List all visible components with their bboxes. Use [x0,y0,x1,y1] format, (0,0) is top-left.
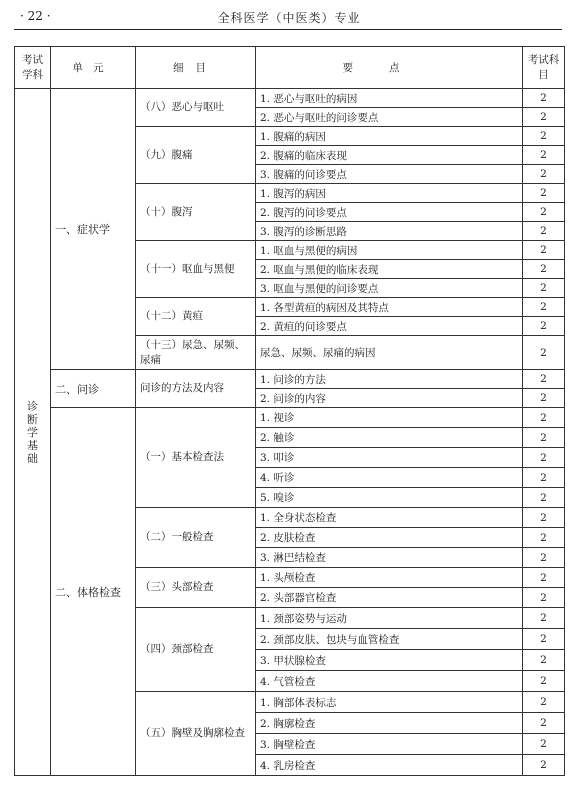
header-rule [14,29,562,30]
level-cell: 2 [523,89,565,108]
point-cell: 2. 颈部皮肤、包块与血管检查 [256,629,523,650]
level-cell: 2 [523,508,565,528]
level-cell: 2 [523,671,565,692]
point-cell: 1. 恶心与呕吐的病因 [256,89,523,108]
item-diarrhea: （十）腹泻 [136,184,256,241]
level-cell: 2 [523,468,565,488]
point-cell: 3. 呕血与黑便的问诊要点 [256,279,523,298]
point-cell: 4. 气管检查 [256,671,523,692]
item-hematemesis: （十一）呕血与黑便 [136,241,256,298]
point-cell: 3. 腹泻的诊断思路 [256,222,523,241]
item-general-exam: （二）一般检查 [136,508,256,568]
point-cell: 1. 腹泻的病因 [256,184,523,203]
header-item: 细目 [136,47,256,89]
level-cell: 2 [523,448,565,468]
level-cell: 2 [523,222,565,241]
point-cell: 2. 皮肤检查 [256,528,523,548]
point-cell: 2. 问诊的内容 [256,389,523,408]
header-subject: 考试学科 [15,47,51,89]
item-neck-exam: （四）颈部检查 [136,608,256,692]
level-cell: 2 [523,336,565,370]
item-urination: （十三）尿急、尿频、尿痛 [136,336,256,370]
level-cell: 2 [523,713,565,734]
subject-cell [15,89,51,776]
unit-symptomatology: 一、症状学 [51,89,136,370]
item-abdominal-pain: （九）腹痛 [136,127,256,184]
level-cell: 2 [523,184,565,203]
point-cell: 3. 甲状腺检查 [256,650,523,671]
level-cell: 2 [523,755,565,776]
level-cell: 2 [523,146,565,165]
item-inquiry-method: 问诊的方法及内容 [136,370,256,408]
level-cell: 2 [523,241,565,260]
point-cell: 1. 颈部姿势与运动 [256,608,523,629]
point-cell: 1. 呕血与黑便的病因 [256,241,523,260]
point-cell: 1. 视诊 [256,408,523,428]
level-cell: 2 [523,608,565,629]
point-cell: 3. 胸壁检查 [256,734,523,755]
level-cell: 2 [523,165,565,184]
level-cell: 2 [523,629,565,650]
point-cell: 1. 腹痛的病因 [256,127,523,146]
point-cell: 2. 触诊 [256,428,523,448]
point-cell: 3. 叩诊 [256,448,523,468]
point-cell: 2. 呕血与黑便的临床表现 [256,260,523,279]
syllabus-table [14,46,565,776]
table-row [15,408,565,428]
level-cell: 2 [523,260,565,279]
level-cell: 2 [523,692,565,713]
level-cell: 2 [523,279,565,298]
point-cell: 2. 胸廓检查 [256,713,523,734]
point-cell: 1. 各型黄疸的病因及其特点 [256,298,523,317]
table-header-row [15,47,565,89]
item-basic-exam: （一）基本检查法 [136,408,256,508]
level-cell: 2 [523,408,565,428]
point-cell: 2. 腹痛的临床表现 [256,146,523,165]
level-cell: 2 [523,108,565,127]
level-cell: 2 [523,734,565,755]
point-cell: 4. 乳房检查 [256,755,523,776]
point-cell: 2. 腹泻的问诊要点 [256,203,523,222]
level-cell: 2 [523,298,565,317]
subject-label: 诊断学基础 [27,399,38,465]
item-chest-exam: （五）胸壁及胸廓检查 [136,692,256,776]
header-unit: 单元 [51,47,136,89]
item-head-exam: （三）头部检查 [136,568,256,608]
item-jaundice: （十二）黄疸 [136,298,256,336]
point-cell: 2. 黄疸的问诊要点 [256,317,523,336]
level-cell: 2 [523,203,565,222]
table-row [15,89,565,108]
page-title: 全科医学（中医类）专业 [217,11,361,25]
level-cell: 2 [523,428,565,448]
level-cell: 2 [523,528,565,548]
unit-physical-exam: 二、体格检查 [51,408,136,776]
point-cell: 1. 问诊的方法 [256,370,523,389]
level-cell: 2 [523,588,565,608]
level-cell: 2 [523,568,565,588]
level-cell: 2 [523,488,565,508]
level-cell: 2 [523,127,565,146]
point-cell: 2. 头部器官检查 [256,588,523,608]
level-cell: 2 [523,389,565,408]
header-point: 要点 [256,47,523,89]
point-cell: 1. 胸部体表标志 [256,692,523,713]
page-header [14,6,564,28]
unit-inquiry: 二、问诊 [51,370,136,408]
point-cell: 尿急、尿频、尿痛的病因 [256,336,523,370]
page-number: · 22 · [20,9,51,23]
point-cell: 1. 全身状态检查 [256,508,523,528]
table-row [15,370,565,389]
item-nausea: （八）恶心与呕吐 [136,89,256,127]
point-cell: 5. 嗅诊 [256,488,523,508]
level-cell: 2 [523,650,565,671]
point-cell: 3. 淋巴结检查 [256,548,523,568]
level-cell: 2 [523,370,565,389]
point-cell: 3. 腹痛的问诊要点 [256,165,523,184]
point-cell: 2. 恶心与呕吐的问诊要点 [256,108,523,127]
header-level: 考试科目 [523,47,565,89]
level-cell: 2 [523,548,565,568]
point-cell: 4. 听诊 [256,468,523,488]
level-cell: 2 [523,317,565,336]
point-cell: 1. 头颅检查 [256,568,523,588]
